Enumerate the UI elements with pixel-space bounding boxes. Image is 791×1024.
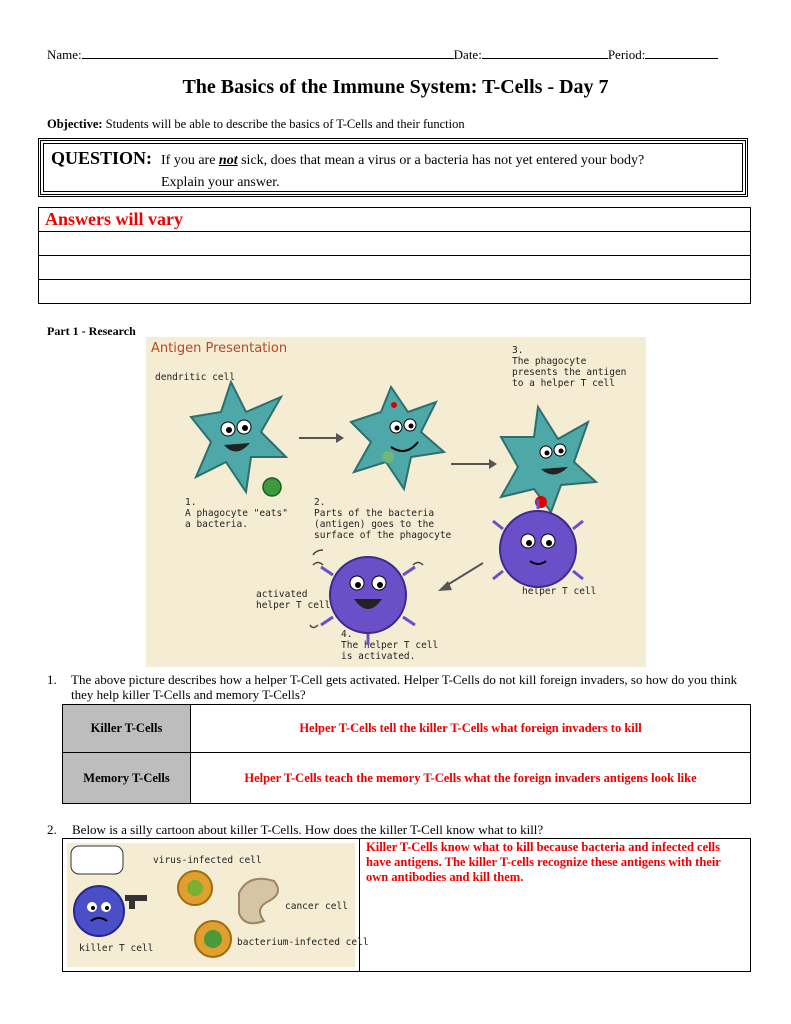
tcell-table xyxy=(62,704,751,804)
answer-line[interactable]: Answers will vary xyxy=(39,208,751,232)
question-2 xyxy=(47,822,543,838)
objective xyxy=(47,117,465,132)
header-line xyxy=(47,46,718,63)
dendritic-cell-3 xyxy=(501,407,596,512)
killer-t-cell xyxy=(74,886,124,936)
period-field[interactable] xyxy=(645,46,718,59)
virus-label: virus-infected cell xyxy=(153,855,262,866)
bacterium-infected-cell xyxy=(195,921,231,957)
question-label: QUESTION: xyxy=(51,148,153,168)
helper-t-cell xyxy=(493,499,583,587)
dendritic-cell-1 xyxy=(191,382,286,496)
step3-text: 3. The phagocyte presents the antigen to a helper T cell xyxy=(512,345,627,389)
step2-text: 2. Parts of the bacteria (antigen) goes to the surface of the phagocyte xyxy=(314,497,452,541)
q2-number: 2. xyxy=(47,822,57,837)
helper-label: helper T cell xyxy=(522,586,597,597)
question-text-part: sick, does that mean a virus or a bacteria has not yet entered your body? xyxy=(237,153,645,168)
activated-helper-t-cell xyxy=(310,550,423,645)
killer-tcells-label: Killer T-Cells xyxy=(63,705,191,753)
cartoon-table xyxy=(62,838,751,972)
q2-text: Below is a silly cartoon about killer T-Cells. How does the killer T-Cell know what to kill? xyxy=(72,822,544,837)
killer-tcell-cartoon xyxy=(67,843,369,967)
gun-icon xyxy=(125,895,147,909)
killer-tcells-answer[interactable]: Helper T-Cells tell the killer T-Cells what foreign invaders to kill xyxy=(191,705,751,753)
part1-label: Part 1 - Research xyxy=(47,324,136,338)
table-row xyxy=(63,753,751,804)
name-label: Name: xyxy=(47,47,82,62)
activated-label: activated helper T cell xyxy=(256,589,331,611)
arrow-down-left-icon xyxy=(438,563,483,591)
memory-tcells-answer[interactable]: Helper T-Cells teach the memory T-Cells what the foreign invaders antigens look like xyxy=(191,753,751,804)
step4-text: 4. The helper T cell is activated. xyxy=(341,629,439,662)
question-emphasis: not xyxy=(218,153,238,168)
answer-lines xyxy=(38,207,751,304)
antigen-presentation-figure xyxy=(146,337,646,667)
figure-drawing xyxy=(146,337,646,667)
name-field[interactable] xyxy=(82,46,454,59)
arrow-right-icon xyxy=(451,459,497,469)
dendritic-cell-2 xyxy=(351,387,444,489)
cartoon-drawing xyxy=(67,843,355,967)
table-row xyxy=(63,705,751,753)
dendritic-label: dendritic cell xyxy=(155,372,236,383)
question-box xyxy=(38,138,748,197)
answer-line[interactable] xyxy=(39,280,751,304)
figure-title: Antigen Presentation xyxy=(151,341,288,356)
memory-tcells-label: Memory T-Cells xyxy=(63,753,191,804)
cancer-label: cancer cell xyxy=(285,901,348,912)
q1-text: The above picture describes how a helper T-Cell gets activated. Helper T-Cells do not kill foreign invaders, so how do you think they help killer T-Cells and memory T-Cells? xyxy=(71,672,738,702)
step1-text: 1. A phagocyte "eats" a bacteria. xyxy=(185,497,288,530)
q1-number: 1. xyxy=(47,672,57,687)
virus-infected-cell xyxy=(178,871,212,905)
cancer-cell xyxy=(239,879,278,924)
period-label: Period: xyxy=(607,47,646,62)
answer-line[interactable] xyxy=(39,256,751,280)
q2-answer[interactable]: Killer T-Cells know what to kill because bacteria and infected cells have antigens. The killer T-cells recognize these antigens with their own antibodies and kill them. xyxy=(360,839,751,972)
question-line2: Explain your answer. xyxy=(161,175,280,190)
date-label: Date: xyxy=(453,47,482,62)
cartoon-cell xyxy=(63,839,369,972)
arrow-right-icon xyxy=(299,433,344,443)
killer-label: killer T cell xyxy=(79,943,154,954)
answer-line[interactable] xyxy=(39,232,751,256)
objective-text: Students will be able to describe the basics of T-Cells and their function xyxy=(105,117,465,131)
bacterium-label: bacterium-infected cell xyxy=(237,937,369,948)
date-field[interactable] xyxy=(482,46,608,59)
question-1 xyxy=(47,672,747,702)
question-text-part: If you are xyxy=(161,153,219,168)
page-title: The Basics of the Immune System: T-Cells - Day 7 xyxy=(182,76,609,98)
objective-label: Objective: xyxy=(47,117,103,131)
question-text xyxy=(161,150,644,194)
